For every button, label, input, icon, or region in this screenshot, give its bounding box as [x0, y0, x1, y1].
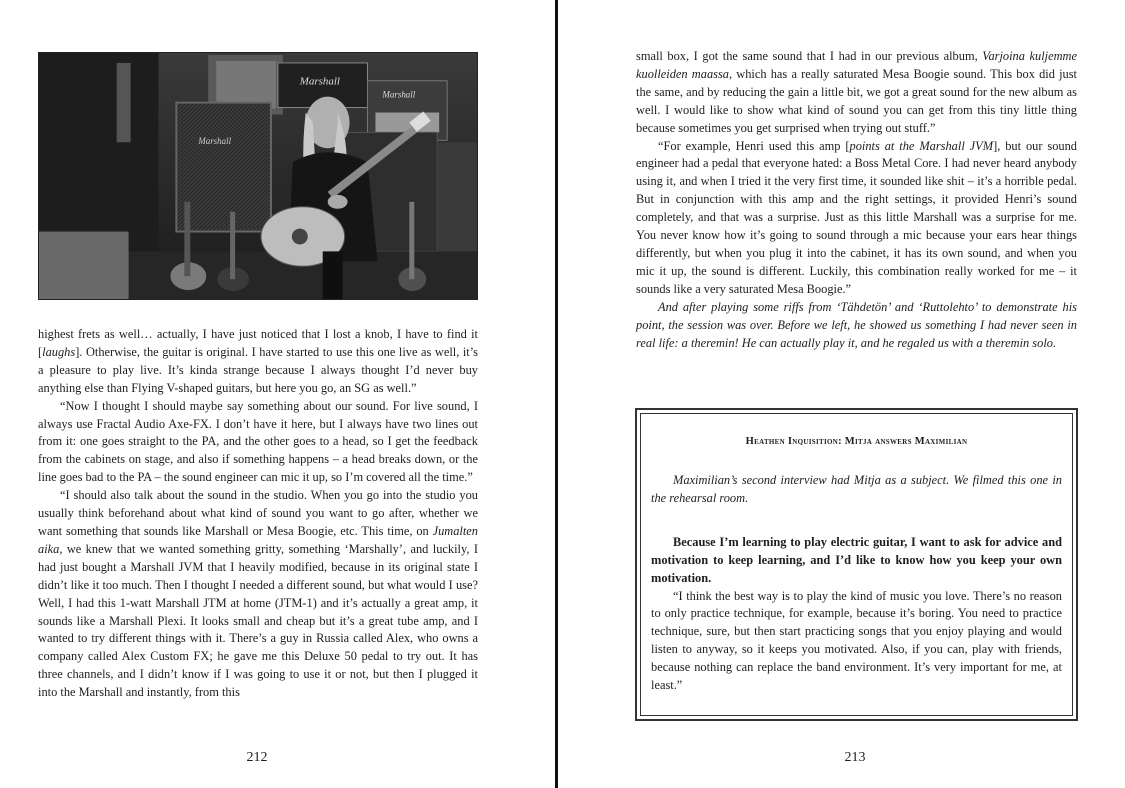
page-number-right: 213	[844, 750, 866, 765]
sidebar-answer: “I think the best way is to play the kind of music you love. There’s no reason to only practice technique, for example, because it’s boring. You need to practice technique, sure, but then start practicing songs that you enjoy playing and would listen to anyway, so it keeps you motivated. Also, if you can, play with friends, because nothing can replace the band environment. It’s very important for me, at least.”	[651, 588, 1062, 693]
right-page	[558, 0, 1125, 788]
page-number-left: 212	[246, 750, 268, 765]
right-paragraph-1: small box, I got the same sound that I had in our previous album, Varjoina kuljemme kuolleiden maassa, which has a really saturated Mesa Boogie sound. This box did just the same, and by reducing the gain a little bit, we got a great sound for the new album as well. I would like to show what kind of sound you can get from this tiny little thing because sometimes you get surprised when trying out stuff.”	[636, 49, 1078, 135]
guitarist-photo-image	[39, 53, 477, 299]
left-page-body	[38, 326, 478, 702]
marshall-logo-text: Marshall	[382, 89, 416, 100]
sidebar-question: Because I’m learning to play electric guitar, I want to ask for advice and motivation to keep learning, and I’d like to know how you keep your own motivation.	[651, 534, 1062, 585]
marshall-logo-text: Marshall	[299, 75, 340, 88]
sidebar-body	[651, 472, 1062, 695]
left-paragraph-3: “I should also talk about the sound in the studio. When you go into the studio you usually think beforehand about what kind of sound you want to go after, whether we want something that sounds like Marshall or Mesa Boogie, etc. This time, on Jumalten aika, we knew that we wanted something gritty, something ‘Marshally’, and luckily, I had just bought a Marshall JVM that I heavily modified, because in its original state I didn’t like it too much. Then I thought I needed a different sound, but what would I use? Well, I had this 1-watt Marshall JTM at home (JTM-1) and it’s actually a great amp, it sounds like a Marshall Plexi. It looks small and cheap but it’s a great tube amp, and I wanted to try different things with it. There’s a guy in Russia called Alex, who owns a company called Alex Custom FX; he gave me this Deluxe 50 pedal to try out. It has three channels, and I didn’t know if I was going to use it or not, but then I plugged it into the Marshall and instantly, from this	[38, 488, 478, 700]
right-paragraph-2: “For example, Henri used this amp [points at the Marshall JVM], but our sound engineer had a pedal that everyone hated: a Boss Metal Core. I had never heard anybody using it, and when I tried it the very first time, it sounded like shit – it’s a horrible pedal. But in conjunction with this amp and the right settings, it provided Henri’s sound completely, and that was a surprise. Just as this little Marshall was a surprise for me. You never know how it’s going to sound through a mic because your ears hear things differently, but when you plug it into the cabinet, it has its own sound, and when you mic it up, the sound is different. Luckily, this combination really worked for me – it sounds like a very saturated Mesa Boogie.”	[636, 138, 1077, 296]
left-page	[0, 0, 555, 788]
right-paragraph-3: And after playing some riffs from ‘Tähdetön’ and ‘Ruttolehto’ to demonstrate his point, the session was over. Before we left, he showed us something I had never seen in real life: a theremin! He can actually play it, and he regaled us with a theremin solo.	[636, 299, 1077, 350]
sidebar-intro: Maximilian’s second interview had Mitja as a subject. We filmed this one in the rehearsal room.	[651, 473, 1062, 505]
sidebar-title: Heathen Inquisition: Mitja answers Maximilian	[745, 436, 968, 447]
left-paragraph-1: highest frets as well… actually, I have just noticed that I lost a knob, I have to find it [laughs]. Otherwise, the guitar is original. I have started to use this one live as well, it’s a pleasure to play live. It’s kinda strange because I always thought I’d never buy anything else than Flying V-shaped guitars, but here you go, an SG as well.”	[38, 327, 478, 395]
left-paragraph-2: “Now I thought I should maybe say something about our sound. For live sound, I always use Fractal Audio Axe-FX. I don’t have it here, but I always have two lines out from it: one goes straight to the PA, and the other goes to a head, so I get the feedback from the cabinets on stage, and also if something happens – a head breaks down, or the line goes bad to the PA – the sound engineer can mic it up, so I’m covered all the time.”	[38, 398, 478, 485]
right-page-body	[636, 48, 1077, 352]
marshall-logo-text: Marshall	[198, 136, 232, 147]
guitarist-photo	[38, 52, 478, 300]
interview-sidebar-box	[635, 408, 1078, 721]
interview-sidebar-inner	[640, 413, 1073, 716]
